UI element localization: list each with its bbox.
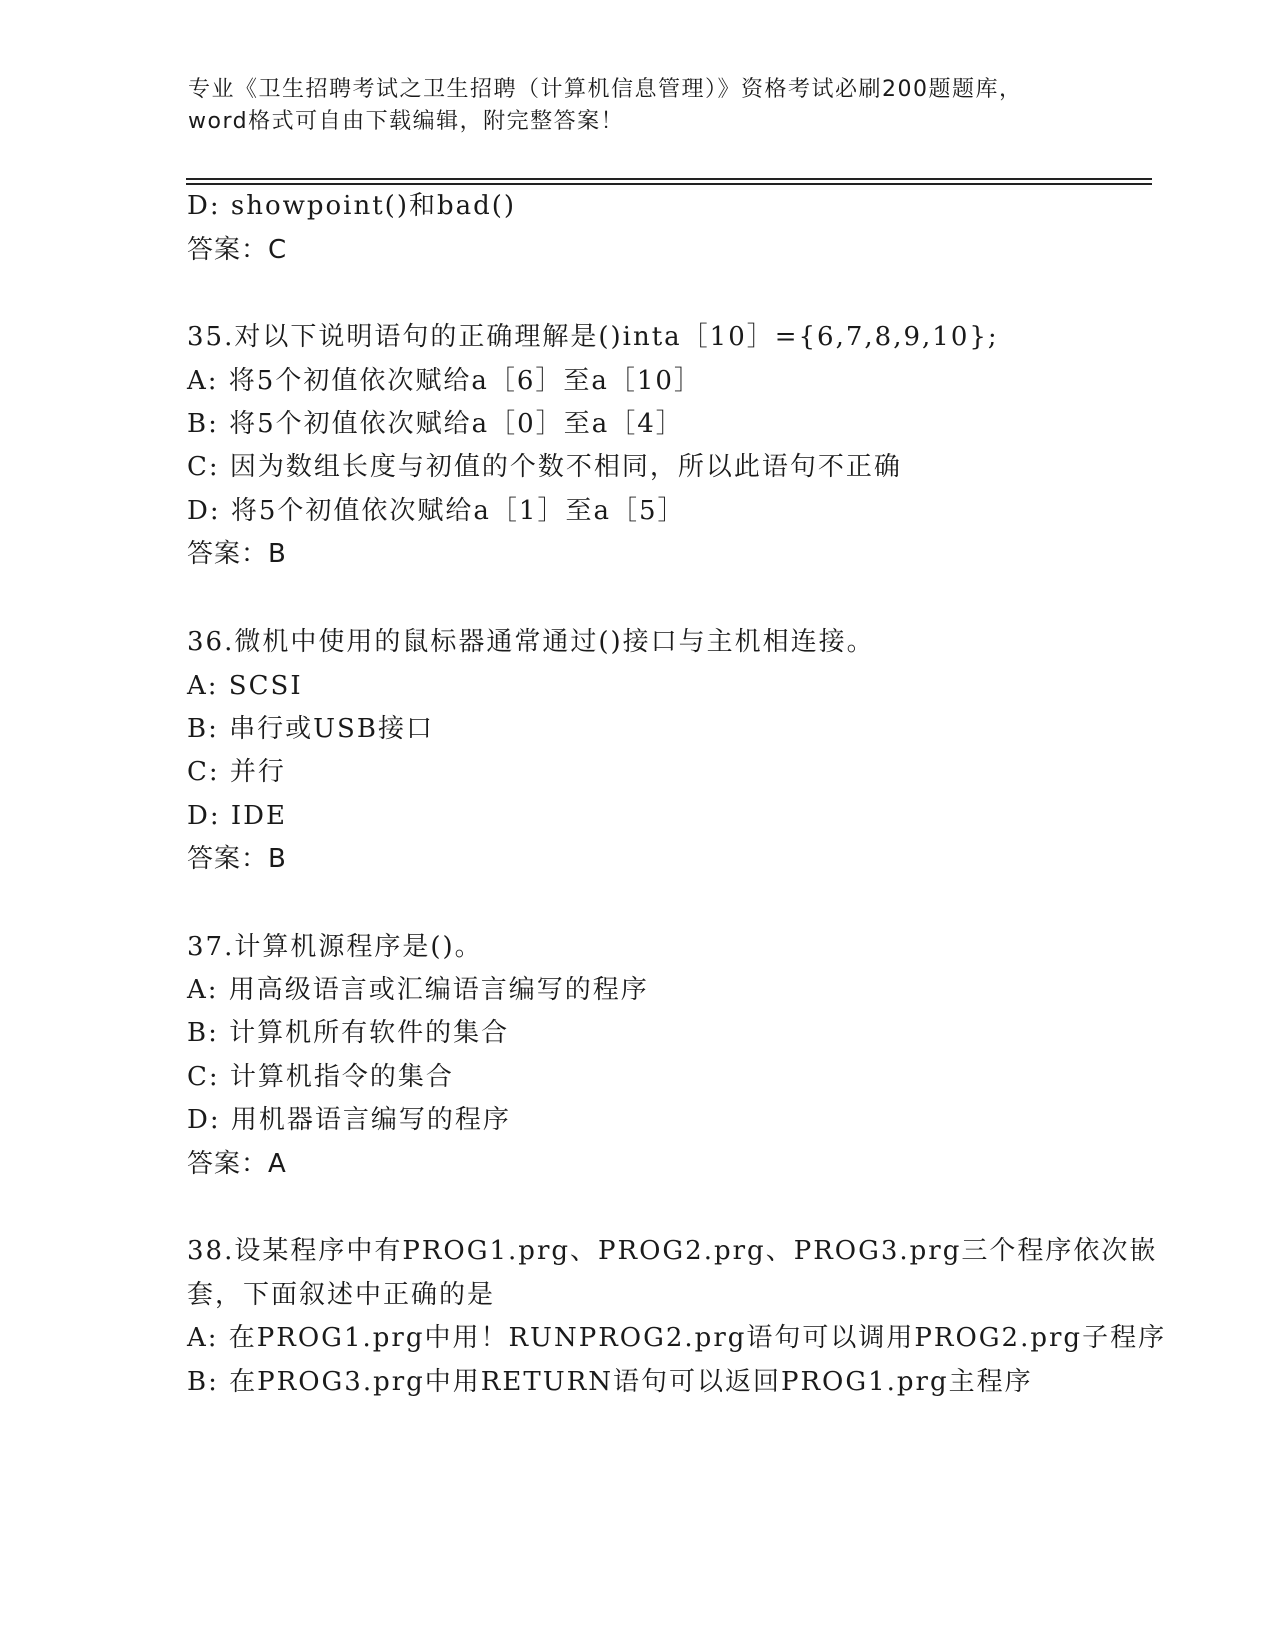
q35-option-c: C: 因为数组长度与初值的个数不相同，所以此语句不正确 [187, 452, 902, 482]
q37-answer: 答案：A [187, 1149, 287, 1179]
q35-option-a: A: 将5个初值依次赋给a［6］至a［10］ [187, 366, 702, 396]
header-rule-bottom [186, 183, 1152, 185]
q37-stem: 37.计算机源程序是()。 [187, 932, 483, 962]
q35-option-d: D: 将5个初值依次赋给a［1］至a［5］ [187, 496, 686, 526]
q36-answer: 答案：B [187, 844, 287, 874]
q37-option-a: A: 用高级语言或汇编语言编写的程序 [187, 975, 649, 1005]
document-header [188, 74, 1088, 138]
q36-option-d: D: IDE [187, 801, 287, 831]
q38-stem-line-2: 套，下面叙述中正确的是 [187, 1280, 496, 1310]
q37-option-c: C: 计算机指令的集合 [187, 1062, 454, 1092]
prev-answer: 答案：C [187, 235, 288, 265]
header-line-2: word格式可自由下载编辑，附完整答案！ [188, 109, 625, 134]
q38-option-b: B: 在PROG3.prg中用RETURN语句可以返回PROG1.prg主程序 [187, 1367, 1033, 1397]
q37-option-b: B: 计算机所有软件的集合 [187, 1018, 510, 1048]
header-line-1: 专业《卫生招聘考试之卫生招聘（计算机信息管理）》资格考试必刷200题题库， [188, 77, 1023, 102]
q36-option-c: C: 并行 [187, 757, 286, 787]
prev-option-d: D: showpoint()和bad() [187, 191, 517, 221]
q35-stem: 35.对以下说明语句的正确理解是()inta［10］={6,7,8,9,10}; [187, 322, 999, 352]
q36-option-b: B: 串行或USB接口 [187, 714, 434, 744]
q35-option-b: B: 将5个初值依次赋给a［0］至a［4］ [187, 409, 684, 439]
q36-stem: 36.微机中使用的鼠标器通常通过()接口与主机相连接。 [187, 627, 875, 657]
q36-option-a: A: SCSI [187, 671, 303, 701]
q35-answer: 答案：B [187, 539, 287, 569]
q38-stem-line-1: 38.设某程序中有PROG1.prg、PROG2.prg、PROG3.prg三个程序依次嵌 [187, 1236, 1158, 1266]
q37-option-d: D: 用机器语言编写的程序 [187, 1105, 511, 1135]
header-rule-top [186, 178, 1152, 180]
q38-option-a: A: 在PROG1.prg中用！RUNPROG2.prg语句可以调用PROG2.prg子程序 [187, 1323, 1167, 1353]
